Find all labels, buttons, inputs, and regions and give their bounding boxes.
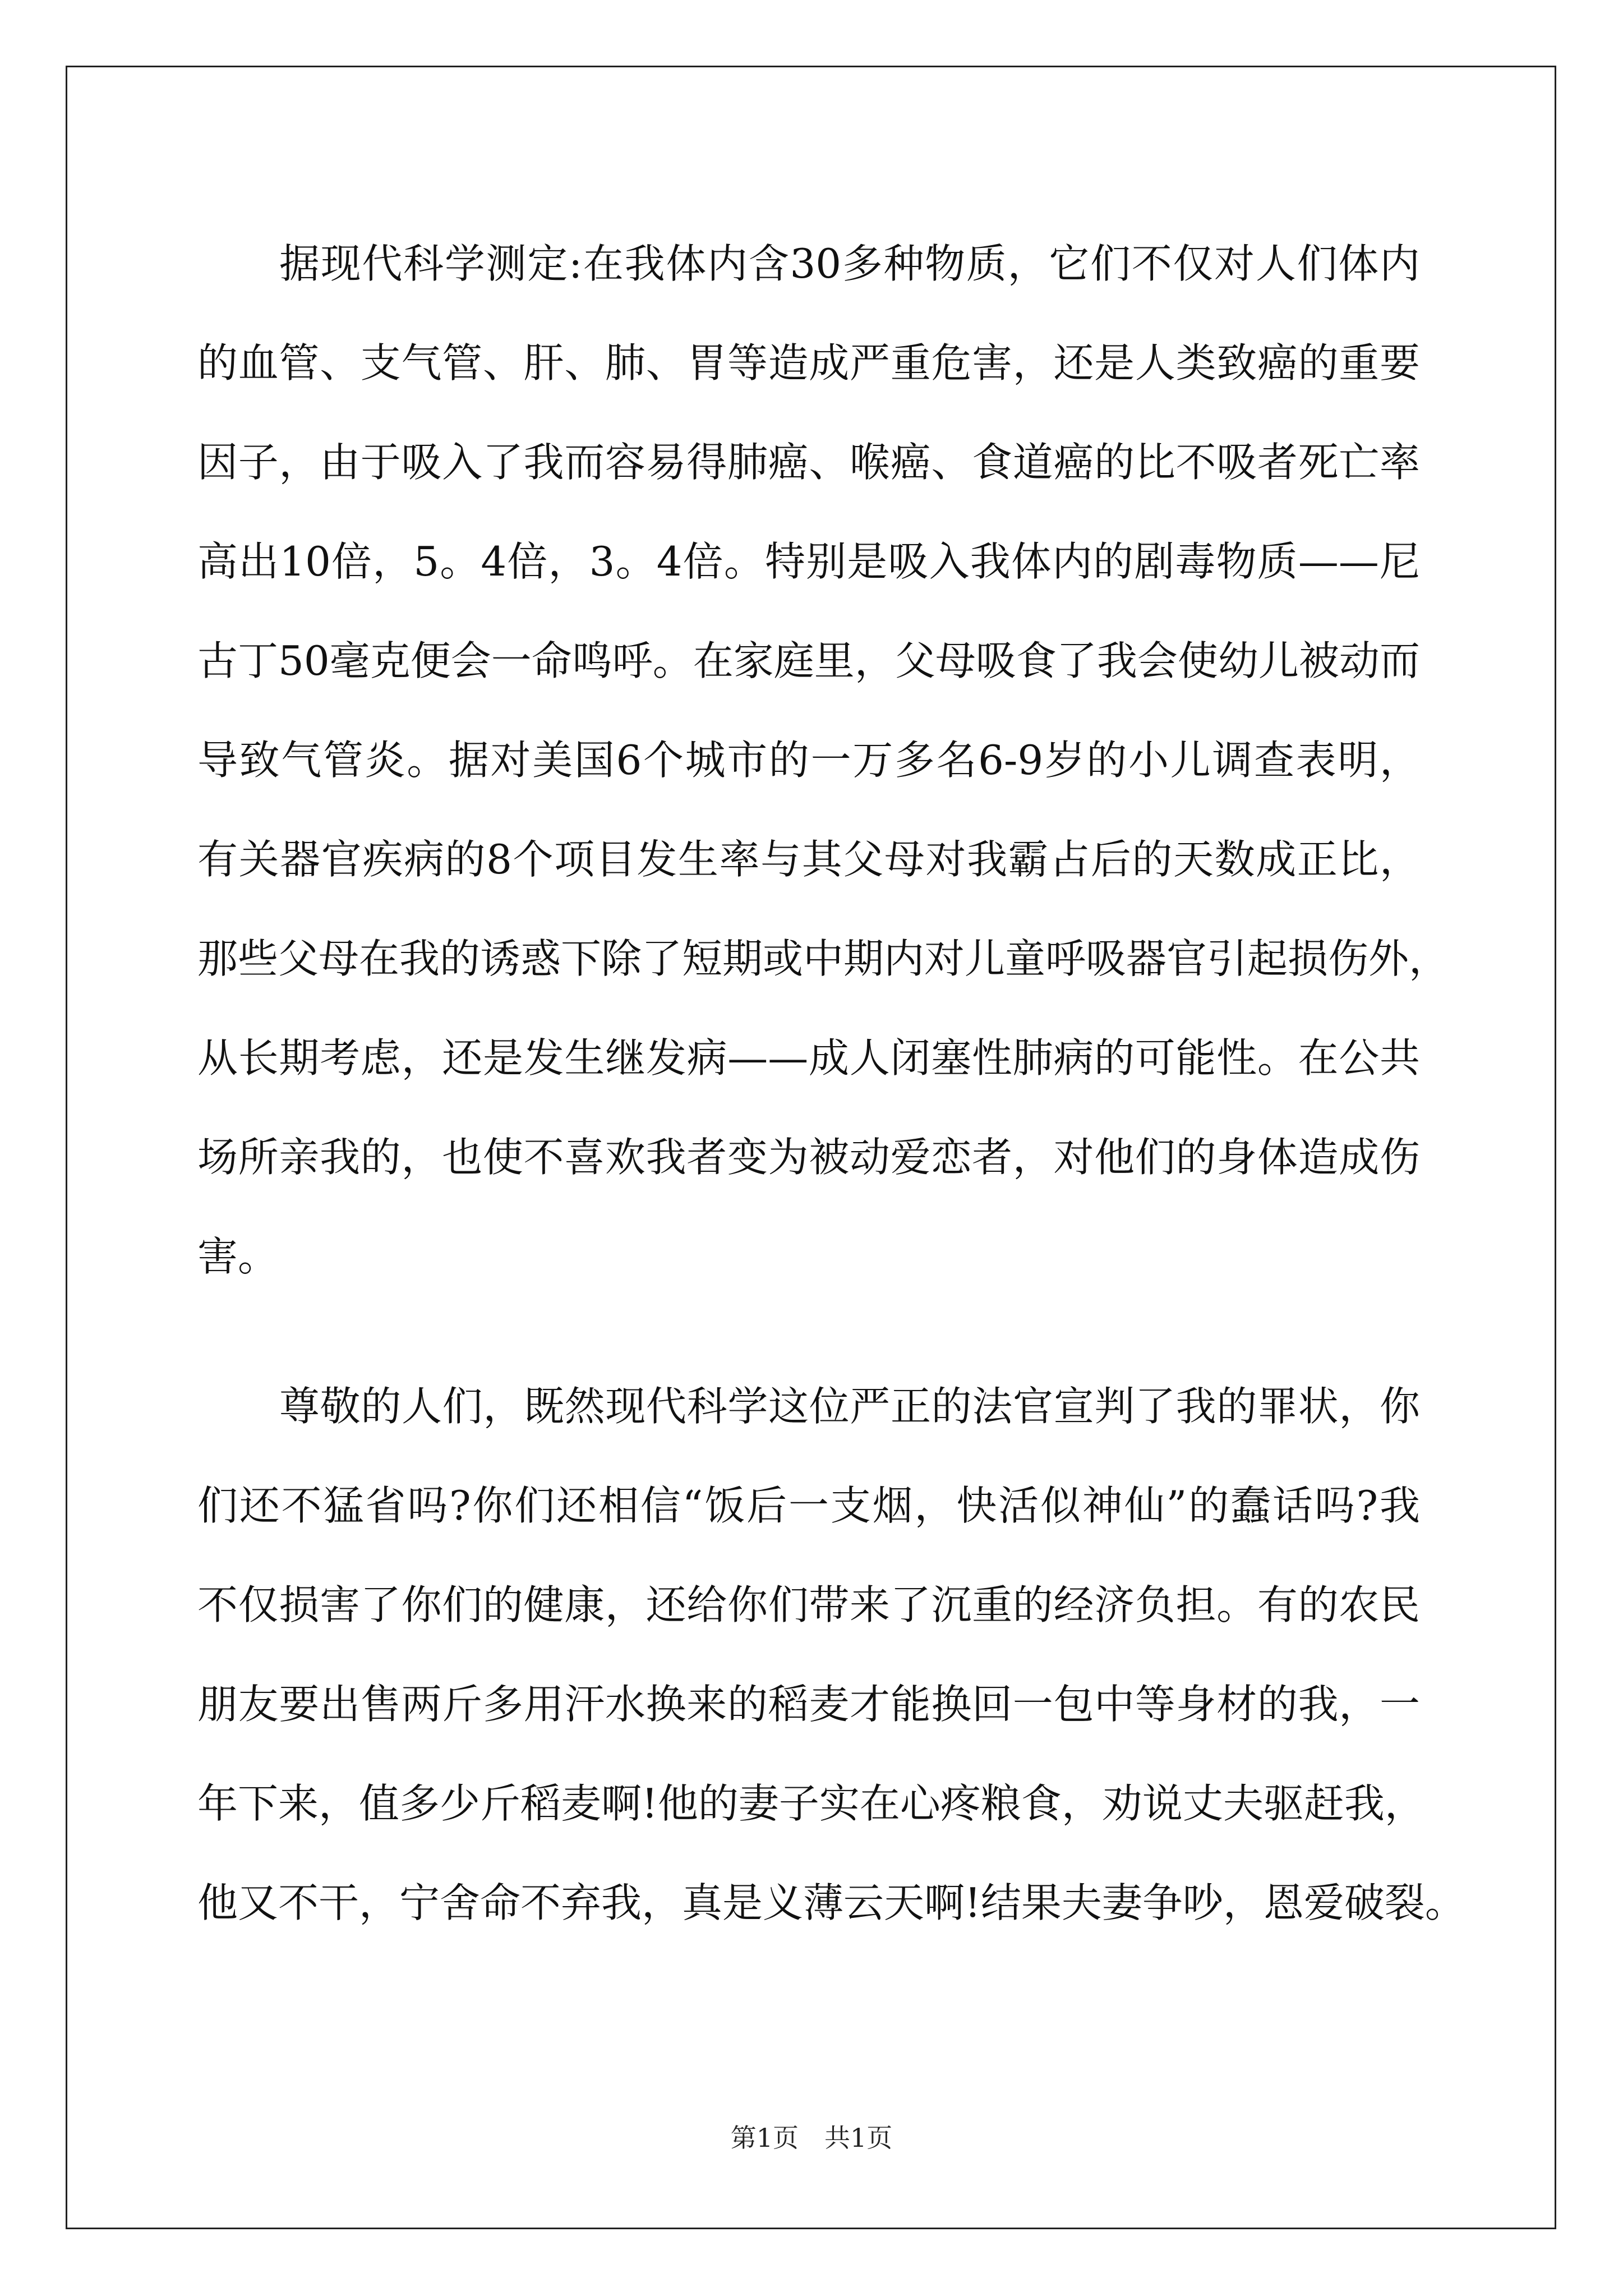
text-line: 的血管、支气管、肝、肺、胃等造成严重危害，还是人类致癌的重要	[197, 339, 1420, 386]
paragraph-spacer	[197, 1306, 1420, 1357]
text-line: 害。	[197, 1233, 279, 1280]
text-line: 朋友要出售两斤多用汗水换来的稻麦才能换回一包中等身材的我，一	[197, 1681, 1420, 1728]
paragraph-2	[197, 1357, 1465, 1953]
text-line: 他又不干，宁舍命不弃我，真是义薄云天啊!结果夫妻争吵，恩爱破裂。	[197, 1879, 1465, 1926]
text-line: 有关器官疾病的8个项目发生率与其父母对我霸占后的天数成正比，	[197, 836, 1420, 883]
text-line: 从长期考虑，还是发生继发病——成人闭塞性肺病的可能性。在公共	[197, 1034, 1420, 1082]
text-line: 高出10倍，5。4倍，3。4倍。特别是吸入我体内的剧毒物质——尼	[197, 538, 1420, 585]
document-body	[197, 214, 1465, 1953]
text-line: 据现代科学测定:在我体内含30多种物质，它们不仅对人们体内	[279, 240, 1420, 287]
text-line: 年下来，值多少斤稻麦啊!他的妻子实在心疼粮食，劝说丈夫驱赶我，	[197, 1780, 1425, 1827]
text-line: 尊敬的人们，既然现代科学这位严正的法官宣判了我的罪状，你	[279, 1383, 1420, 1430]
text-line: 们还不猛省吗?你们还相信“饭后一支烟，快活似神仙”的蠢话吗?我	[197, 1482, 1420, 1529]
text-line: 不仅损害了你们的健康，还给你们带来了沉重的经济负担。有的农民	[197, 1581, 1420, 1628]
text-line: 古丁50毫克便会一命鸣呼。在家庭里，父母吸食了我会使幼儿被动而	[197, 637, 1420, 684]
text-line: 那些父母在我的诱惑下除了短期或中期内对儿童呼吸器官引起损伤外，	[197, 935, 1450, 982]
page-number-footer: 第1页 共1页	[730, 2123, 893, 2153]
text-line: 因子，由于吸入了我而容易得肺癌、喉癌、食道癌的比不吸者死亡率	[197, 439, 1420, 486]
text-line: 导致气管炎。据对美国6个城市的一万多名6-9岁的小儿调查表明，	[197, 737, 1420, 784]
text-line: 场所亲我的，也使不喜欢我者变为被动爱恋者，对他们的身体造成伤	[197, 1134, 1420, 1181]
paragraph-1	[197, 214, 1450, 1306]
